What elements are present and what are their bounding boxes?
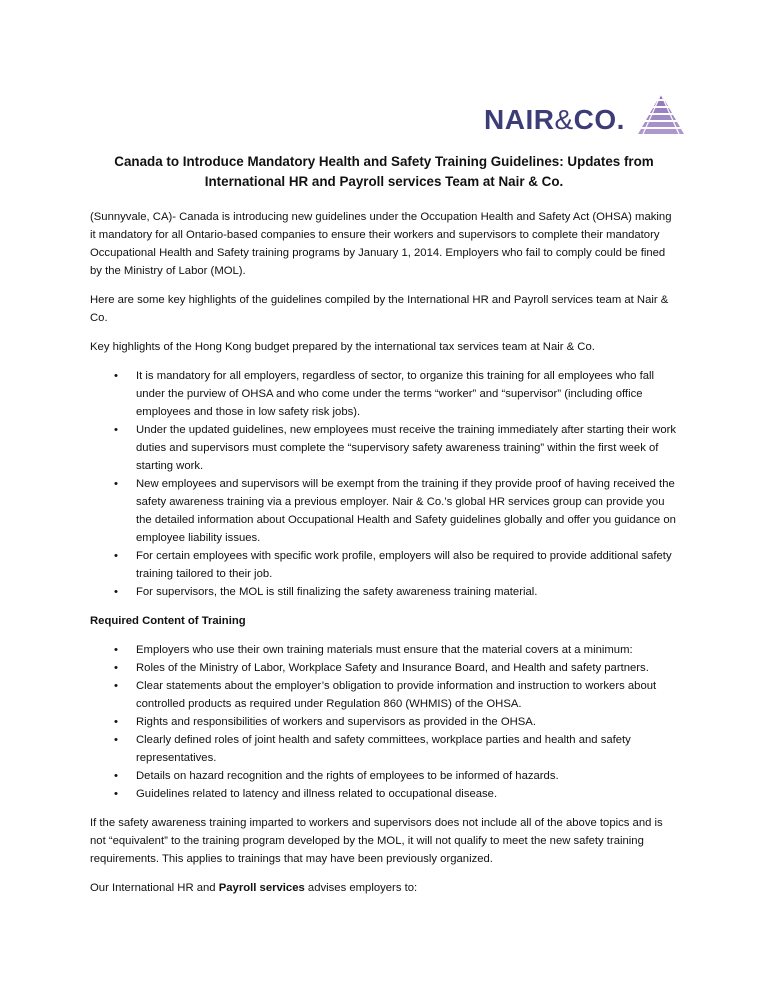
list-item: • Employers who use their own training materials must ensure that the material covers at a minimum:: [90, 641, 678, 659]
payroll-services-bold: Payroll services: [218, 882, 305, 894]
list-item: • For certain employees with specific work profile, employers will also be required to provide additional safety training tailored to their job.: [90, 547, 678, 583]
list-item: • Clearly defined roles of joint health and safety committees, workplace parties and health and safety representatives.: [90, 731, 678, 767]
list-item: • Clear statements about the employer’s obligation to provide information and instruction to workers about controlled products as required under Regulation 860 (WHMIS) of the OHSA.: [90, 677, 678, 713]
advises-paragraph: Our International HR and Payroll services advises employers to:: [90, 882, 418, 894]
list-item: • Roles of the Ministry of Labor, Workplace Safety and Insurance Board, and Health and safety partners.: [90, 659, 678, 677]
budget-paragraph: Key highlights of the Hong Kong budget prepared by the international tax services team at Nair & Co.: [90, 341, 595, 353]
bullet-icon: •: [114, 788, 118, 800]
list-item: • It is mandatory for all employers, regardless of sector, to organize this training for all employees who fall under the purview of OHSA and who come under the terms “worker” and “supervisor” (including office employees and those in low safety risk jobs).: [90, 367, 678, 421]
title-line-2: International HR and Payroll services Team at Nair & Co.: [204, 174, 564, 189]
list-item: • For supervisors, the MOL is still finalizing the safety awareness training material.: [90, 583, 678, 601]
pyramid-logo-icon: [633, 92, 689, 136]
article-title: [90, 152, 678, 192]
title-line-1: Canada to Introduce Mandatory Health and Safety Training Guidelines: Updates from: [114, 154, 654, 169]
bullet-icon: •: [114, 662, 118, 674]
list-item: • Guidelines related to latency and illness related to occupational disease.: [90, 785, 678, 803]
bullet-icon: •: [114, 586, 118, 598]
article-body: [90, 208, 678, 908]
bullet-icon: •: [114, 478, 118, 490]
required-content-heading: Required Content of Training: [90, 615, 246, 627]
bullet-icon: •: [114, 770, 118, 782]
bullet-icon: •: [114, 734, 118, 746]
list-item: • Under the updated guidelines, new employees must receive the training immediately after starting their work duties and supervisors must complete the “supervisory safety awareness training” within the first week of starting work.: [90, 421, 678, 475]
bullet-icon: •: [114, 370, 118, 382]
bullet-icon: •: [114, 424, 118, 436]
bullet-icon: •: [114, 550, 118, 562]
intro-paragraph: (Sunnyvale, CA)- Canada is introducing new guidelines under the Occupation Health and Safety Act (OHSA) making it mandatory for all Ontario-based companies to ensure their workers and supervisors to complete their mandatory Occupational Health and Safety training programs by January 1, 2014. Employers who fail to comply could be fined by the Ministry of Labor (MOL).: [90, 211, 672, 277]
list-item: • New employees and supervisors will be exempt from the training if they provide proof of having received the safety awareness training via a previous employer. Nair & Co.’s global HR services group can provide you the detailed information about Occupational Health and Safety guidelines globally and offer you guidance on employee liability issues.: [90, 475, 678, 547]
bullet-icon: •: [114, 644, 118, 656]
required-content-list: [90, 641, 678, 803]
company-logo: [484, 92, 689, 136]
bullet-icon: •: [114, 716, 118, 728]
highlights-list: [90, 367, 678, 601]
logo-wordmark: NAIR&CO.: [484, 104, 625, 135]
list-item: • Rights and responsibilities of workers and supervisors as provided in the OHSA.: [90, 713, 678, 731]
equivalent-paragraph: If the safety awareness training imparted to workers and supervisors does not include all of the above topics and is not “equivalent” to the training program developed by the MOL, it will not qualify to meet the new safety training requirements. This applies to trainings that may have been previously organized.: [90, 817, 663, 865]
list-item: • Details on hazard recognition and the rights of employees to be informed of hazards.: [90, 767, 678, 785]
highlights-intro-paragraph: Here are some key highlights of the guidelines compiled by the International HR and Payroll services team at Nair & Co.: [90, 294, 669, 324]
bullet-icon: •: [114, 680, 118, 692]
